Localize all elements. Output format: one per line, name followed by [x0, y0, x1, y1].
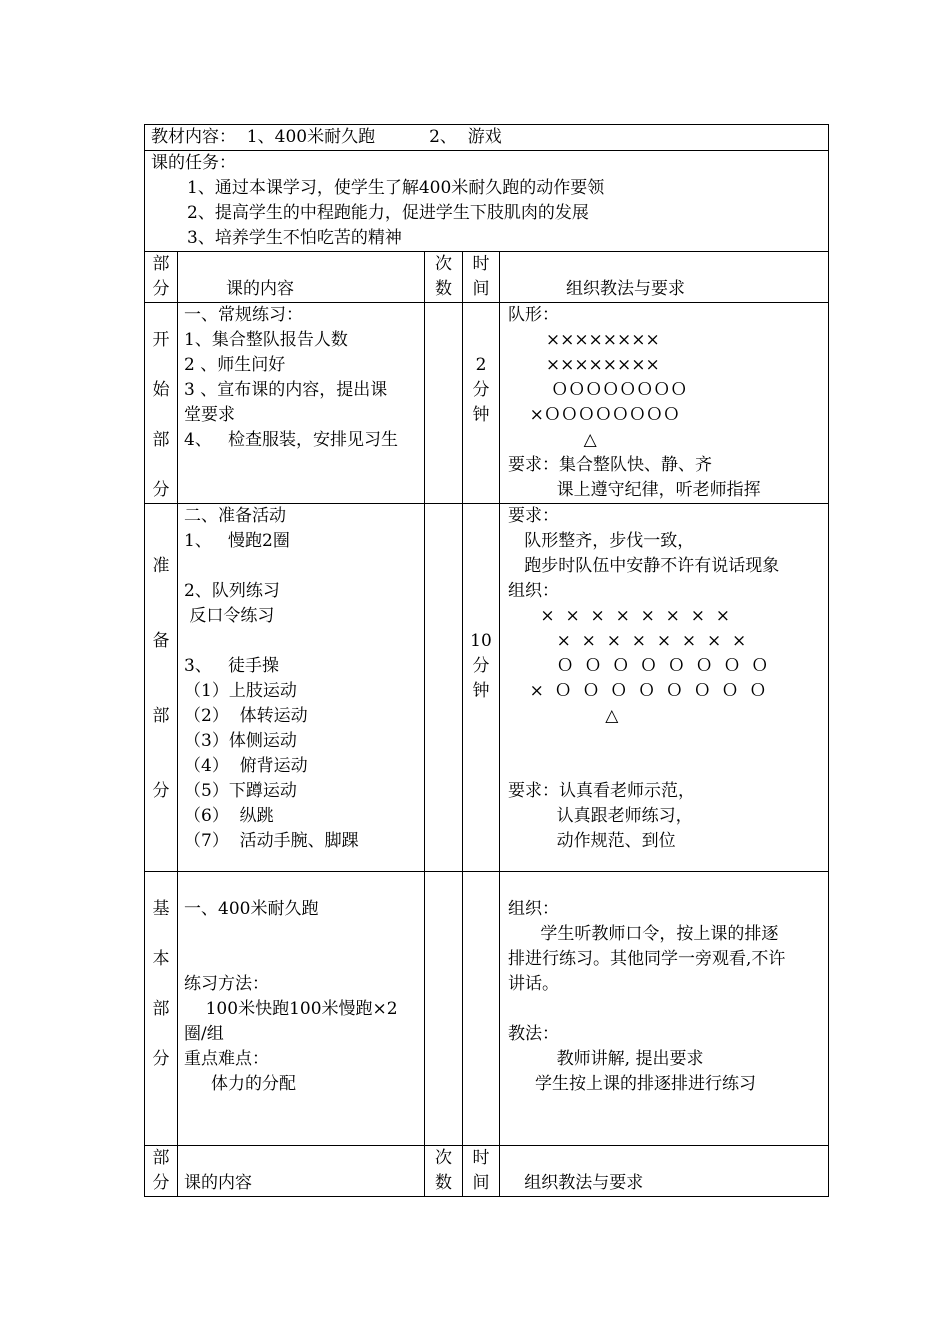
- prep-times: [425, 504, 463, 872]
- prep-content: 二、准备活动 1、 慢跑2圈 2、队列练习 反口令练习 3、 徒手操 （1）上肢运动 （2） 体转运动 （3）体侧运动 （4） 俯背运动 （5）下蹲运动 （6） 纵跳 （7） 活动手腕、脚踝: [178, 504, 425, 872]
- formation-row: Ｏ Ｏ Ｏ Ｏ Ｏ Ｏ Ｏ Ｏ: [508, 656, 769, 676]
- prep-section-label: 准 备 部 分: [145, 504, 178, 872]
- formation-row: × × × × × × × ×: [508, 631, 747, 651]
- basic-times: [425, 872, 463, 1146]
- formation-row: ××××××××: [508, 330, 660, 350]
- footer-times: 次 数: [425, 1146, 463, 1197]
- basic-method: 组织： 学生听教师口令，按上课的排逐 排进行练习。其他同学一旁观看,不许 讲话。 教法： 教师讲解, 提出要求 学生按上课的排逐排进行练习: [500, 872, 829, 1146]
- lesson-plan-table: [144, 124, 829, 1197]
- footer-header-row: [145, 1146, 829, 1197]
- formation-row: × Ｏ Ｏ Ｏ Ｏ Ｏ Ｏ Ｏ Ｏ: [508, 681, 767, 701]
- header-part: 部 分: [145, 252, 178, 303]
- task-item: 2、提高学生的中程跑能力，促进学生下肢肌肉的发展: [187, 203, 589, 223]
- footer-duration: 时 间: [463, 1146, 500, 1197]
- basic-duration: [463, 872, 500, 1146]
- start-section-label: 开 始 部 分: [145, 303, 178, 504]
- formation-row: ＯＯＯＯＯＯＯＯ: [508, 380, 688, 400]
- header-method: 组织教法与要求: [500, 252, 829, 303]
- start-method: 队形： ×××××××× ×××××××× ＯＯＯＯＯＯＯＯ ×ＯＯＯＯＯＯＯＯ △ 要求：集合整队快、静、齐 课上遵守纪律，听老师指挥: [500, 303, 829, 504]
- start-content: 一、常规练习： 1、集合整队报告人数 2 、师生问好 3 、宣布课的内容，提出课 堂要求 4、 检查服装，安排见习生: [178, 303, 425, 504]
- start-times: [425, 303, 463, 504]
- start-duration: 2 分 钟: [463, 303, 500, 504]
- teacher-marker: △: [508, 706, 619, 726]
- footer-method: 组织教法与要求: [500, 1146, 829, 1197]
- tasks-title: 课的任务：: [151, 153, 236, 173]
- basic-section-label: 基 本 部 分: [145, 872, 178, 1146]
- material-row: [145, 125, 829, 151]
- footer-content: 课的内容: [178, 1146, 425, 1197]
- footer-part: 部 分: [145, 1146, 178, 1197]
- start-section-row: [145, 303, 829, 504]
- header-times: 次 数: [425, 252, 463, 303]
- formation-row: × × × × × × × ×: [508, 606, 731, 626]
- tasks-row: [145, 151, 829, 252]
- prep-duration: 10 分 钟: [463, 504, 500, 872]
- prep-method: 要求： 队形整齐，步伐一致， 跑步时队伍中安静不许有说话现象 组织： × × × × × × × × × × × × × × × × Ｏ Ｏ Ｏ Ｏ Ｏ Ｏ Ｏ Ｏ × Ｏ Ｏ Ｏ Ｏ Ｏ Ｏ Ｏ Ｏ △ 要求：认真看老师示范， 认真跟老师练习， 动作规范、到位: [500, 504, 829, 872]
- material-text: 教材内容： 1、400米耐久跑 2、 游戏: [151, 127, 502, 147]
- teacher-marker: △: [508, 430, 597, 450]
- task-item: 1、通过本课学习，使学生了解400米耐久跑的动作要领: [187, 178, 605, 198]
- formation-row: ××××××××: [508, 355, 660, 375]
- task-item: 3、培养学生不怕吃苦的精神: [187, 228, 402, 248]
- column-header-row: [145, 252, 829, 303]
- header-content: 课的内容: [178, 252, 425, 303]
- basic-section-row: [145, 872, 829, 1146]
- prep-section-row: [145, 504, 829, 872]
- header-duration: 时 间: [463, 252, 500, 303]
- basic-content: 一、400米耐久跑 练习方法： 100米快跑100米慢跑×2 圈/组 重点难点： 体力的分配: [178, 872, 425, 1146]
- formation-row: ×ＯＯＯＯＯＯＯＯ: [508, 405, 680, 425]
